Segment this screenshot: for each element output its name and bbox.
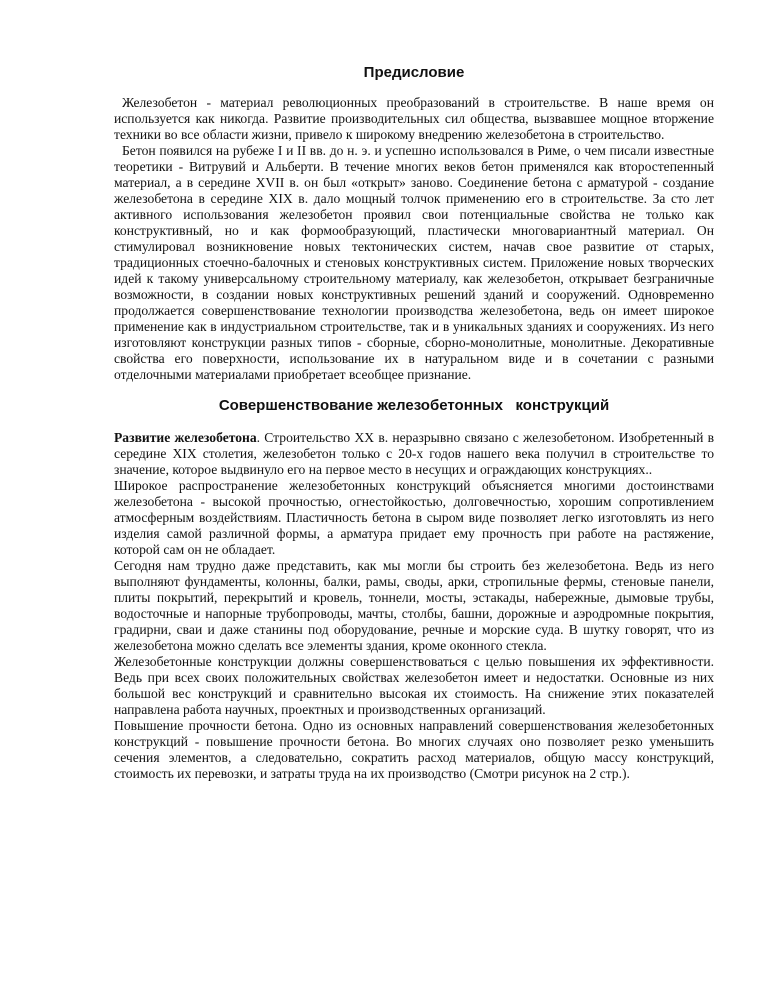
section-paragraph-4: Повышение прочности бетона. Одно из основных направлений совершенствования железобетонных конструкций - повышение прочности бетона. Во многих случаях оно позволяет резко уменьшить сечения элементов, а следовательно, сократить расход материалов, общую массу конструкций, стоимость их перевозки, и затраты труда на их производство (Смотри рисунок на 2 стр.).: [114, 718, 714, 781]
section-paragraph-3: Железобетонные конструкции должны совершенствоваться с целью повышения их эффективности. Ведь при всех своих положительных свойствах железобетон имеет и недостатки. Основные из них большой вес конструкций и сравнительно высокая их стоимость. На снижение этих показателей направлена работа научных, проектных и производственных организаций.: [114, 654, 714, 717]
section-paragraph-2: Сегодня нам трудно даже представить, как мы могли бы строить без железобетона. Ведь из него выполняют фундаменты, колонны, балки, рамы, своды, арки, стропильные фермы, стеновые панели, плиты покрытий, перекрытий и кровель, тоннели, мосты, эстакады, набережные, дымовые трубы, водосточные и напорные трубопроводы, мачты, столбы, башни, дорожные и аэродромные покрытия, градирни, сваи и даже станины под оборудование, речные и морские суда. В шутку говорят, что из железобетона можно сделать все элементы здания, кроме оконного стекла.: [114, 558, 714, 653]
section-lead-paragraph: [114, 430, 714, 478]
lead-text: . Строительство XX в. неразрывно связано с железобетоном. Изобретенный в середине XIX столетия, железобетон только с 20-х годов нашего века получил в строительстве то значение, которое выдвинуло его на первое место в несущих и ограждающих конструкциях..: [114, 430, 714, 477]
preface-paragraph-2: Бетон появился на рубеже I и II вв. до н. э. и успешно использовался в Риме, о чем писали известные теоретики - Витрувий и Альберти. В течение многих веков бетон применялся как второстепенный материал, а в середине XVII в. он был «открыт» заново. Соединение бетона с арматурой - создание железобетона в середине XIX в. дало мощный толчок применению его в строительстве. За сто лет активного использования железобетон проявил свои потенциальные свойства не только как конструктивный, но и как формообразующий, пластически многовариантный материал. Он стимулировал возникновение новых тектонических систем, начав свое развитие от старых, традиционных стоечно-балочных и стеновых конструктивных систем. Приложение новых творческих идей к такому универсальному строительному материалу, как железобетон, открывает безграничные возможности, в создании новых конструктивных решений зданий и сооружений. Одновременно продолжается совершенствование технологии производства железобетона, ведь он имеет широкое применение как в индустриальном строительстве, так и в уникальных зданиях и сооружениях. Из него изготовляют конструкции разных типов - сборные, сборно-монолитные, монолитные. Декоративные свойства его поверхности, использование их в натуральном виде и в сочетании с разными отделочными материалами приобретает всеобщее признание.: [114, 143, 714, 382]
section-paragraph-1: Широкое распространение железобетонных конструкций объясняется многими достоинствами железобетона - высокой прочностью, огнестойкостью, долговечностью, хорошим сопротивлением атмосферным воздействиям. Пластичность бетона в сыром виде позволяет легко изготовлять из него изделия самой различной формы, а арматура придает ему прочность при работе на растяжение, которой сам он не обладает.: [114, 478, 714, 557]
lead-bold-term: Развитие железобетона: [114, 430, 257, 445]
preface-paragraph-1: Железобетон - материал революционных преобразований в строительстве. В наше время он используется как никогда. Развитие производительных сил общества, вызвавшее мощное вторжение техники во все области жизни, привело к широкому внедрению железобетона в строительство.: [114, 95, 714, 142]
document-page: [114, 64, 714, 782]
preface-heading: Предисловие: [363, 64, 465, 81]
section-heading: Совершенствование железобетонных конструкций: [218, 397, 610, 414]
